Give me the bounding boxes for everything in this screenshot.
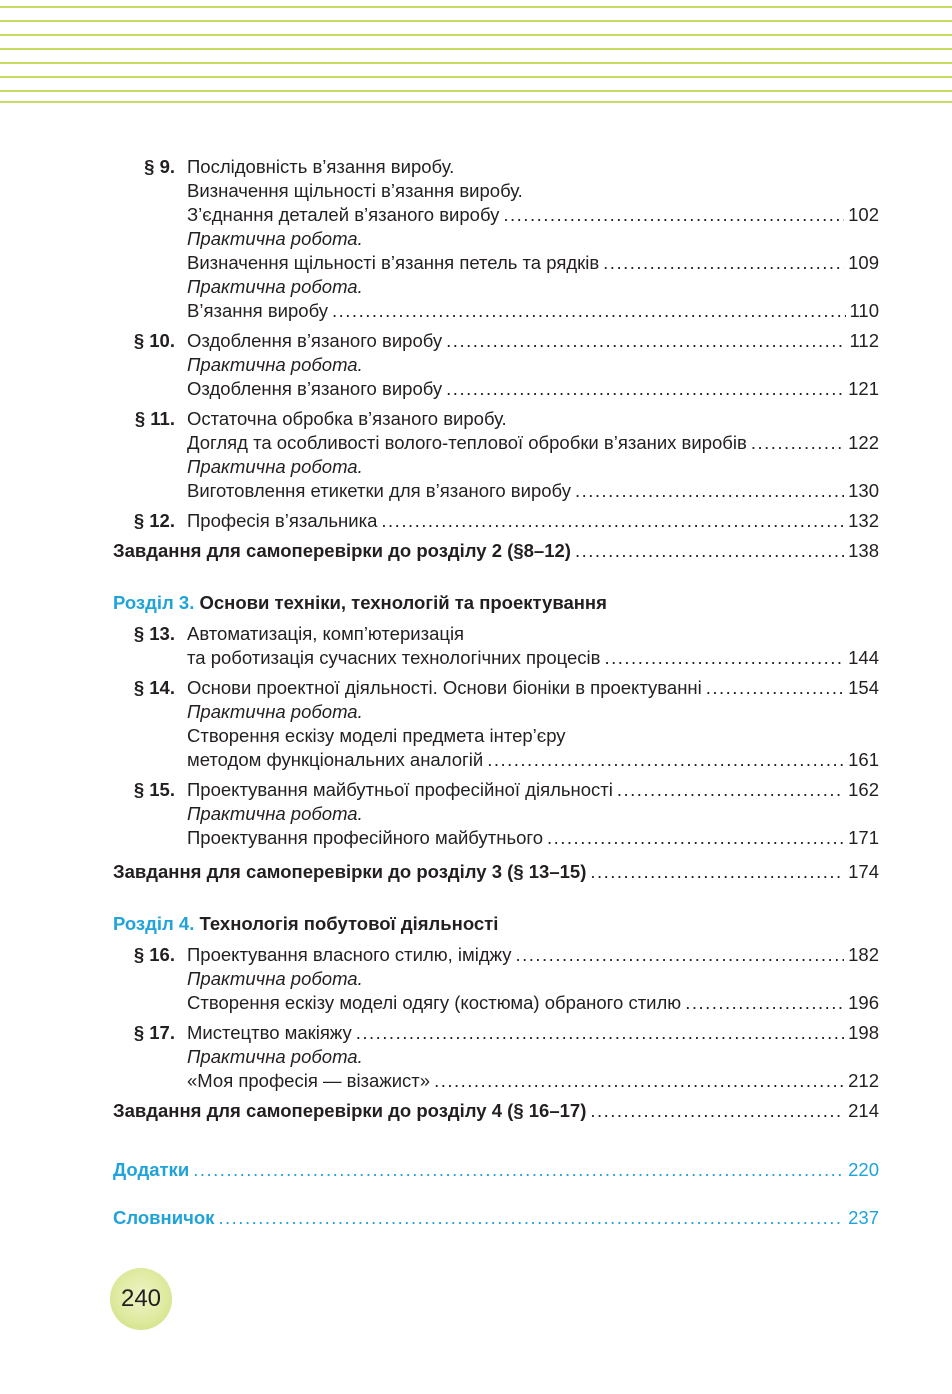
header-stripes xyxy=(0,0,952,105)
section-label: Розділ 4. xyxy=(113,913,195,934)
toc-entry xyxy=(113,509,879,533)
page-ref: 102 xyxy=(848,204,879,225)
section-4-heading xyxy=(113,912,879,936)
leader-dots xyxy=(356,1021,844,1045)
page-number: 240 xyxy=(120,1285,162,1312)
toc-line-link[interactable] xyxy=(187,676,879,700)
toc-entry xyxy=(113,407,879,503)
toc-line-link[interactable] xyxy=(187,991,879,1015)
page-ref: 182 xyxy=(848,944,879,965)
leader-dots xyxy=(590,1099,844,1123)
line-text: Професія в’язальника xyxy=(187,510,378,531)
paragraph-number: § 14. xyxy=(133,677,175,698)
stripe-line xyxy=(0,6,952,8)
section-title: Технологія побутової діяльності xyxy=(199,913,499,934)
toc-group-section-2 xyxy=(113,155,879,533)
summary-text: Завдання для самоперевірки до розділу 3 (§ 13–15) xyxy=(113,861,587,882)
page-ref: 130 xyxy=(848,480,879,501)
leader-dots xyxy=(218,1206,844,1230)
line-text: Остаточна обробка в’язаного виробу. xyxy=(187,408,507,429)
leader-dots xyxy=(515,943,844,967)
section-label: Розділ 3. xyxy=(113,592,195,613)
glossary-link[interactable] xyxy=(113,1206,879,1230)
leader-dots xyxy=(605,646,845,670)
toc-line-link[interactable] xyxy=(187,646,879,670)
paragraph-number: § 13. xyxy=(133,623,175,644)
toc-entry xyxy=(113,676,879,772)
toc-line-link[interactable] xyxy=(187,509,879,533)
leader-dots xyxy=(751,431,844,455)
leader-dots xyxy=(446,377,844,401)
entry-body xyxy=(187,676,879,772)
paragraph-number: § 11. xyxy=(134,408,175,429)
line-text: Оздоблення в’язаного виробу xyxy=(187,330,443,351)
leader-dots xyxy=(603,251,844,275)
line-text: Створення ескізу моделі одягу (костюма) обраного стилю xyxy=(187,992,682,1013)
toc-group-section-4 xyxy=(113,943,879,1093)
stripe-line xyxy=(0,20,952,22)
section-title: Основи техніки, технологій та проектування xyxy=(199,592,607,613)
page-ref: 198 xyxy=(848,1022,879,1043)
leader-dots xyxy=(575,479,844,503)
summary-text: Завдання для самоперевірки до розділу 2 (§8–12) xyxy=(113,540,571,561)
practical-work-label: Практична робота. xyxy=(187,968,363,989)
page-ref: 214 xyxy=(848,1100,879,1121)
paragraph-number: § 9. xyxy=(144,156,175,177)
line-text: Проектування власного стилю, іміджу xyxy=(187,944,512,965)
toc-line-link[interactable] xyxy=(187,778,879,802)
practical-work-label: Практична робота. xyxy=(187,701,363,722)
leader-dots xyxy=(706,676,844,700)
table-of-contents xyxy=(113,155,879,1230)
leader-dots xyxy=(547,826,844,850)
summary-section-3[interactable] xyxy=(113,860,879,884)
entry-body xyxy=(187,509,879,533)
page-ref: 196 xyxy=(848,992,879,1013)
line-text: Створення ескізу моделі предмета інтер’єру xyxy=(187,725,566,746)
leader-dots xyxy=(193,1158,844,1182)
toc-entry xyxy=(113,778,879,850)
entry-body xyxy=(187,407,879,503)
toc-entry xyxy=(113,1021,879,1093)
page-ref: 121 xyxy=(848,378,879,399)
leader-dots xyxy=(434,1069,844,1093)
toc-line-link[interactable] xyxy=(187,299,879,323)
toc-entry xyxy=(113,622,879,670)
page-ref: 144 xyxy=(848,647,879,668)
toc-line-link[interactable] xyxy=(187,329,879,353)
toc-entry xyxy=(113,329,879,401)
page-ref: 138 xyxy=(848,540,879,561)
section-3-heading xyxy=(113,591,879,615)
line-text: Основи проектної діяльності. Основи біоніки в проектуванні xyxy=(187,677,702,698)
practical-work-label: Практична робота. xyxy=(187,1046,363,1067)
page-ref: 174 xyxy=(848,861,879,882)
page-ref: 110 xyxy=(849,300,879,321)
stripe-line xyxy=(0,76,952,78)
page-ref: 237 xyxy=(848,1207,879,1228)
leader-dots xyxy=(381,509,844,533)
page-ref: 122 xyxy=(848,432,879,453)
toc-line-link[interactable] xyxy=(187,377,879,401)
entry-body xyxy=(187,778,879,850)
toc-line-link[interactable] xyxy=(187,826,879,850)
summary-section-4[interactable] xyxy=(113,1099,879,1123)
line-text: «Моя професія — візажист» xyxy=(187,1070,431,1091)
leader-dots xyxy=(487,748,844,772)
page-ref: 154 xyxy=(848,677,879,698)
stripe-line xyxy=(0,90,952,92)
practical-work-label: Практична робота. xyxy=(187,228,363,249)
toc-group-section-3 xyxy=(113,622,879,850)
page-number-badge xyxy=(110,1268,172,1330)
line-text: Проектування професійного майбутнього xyxy=(187,827,543,848)
entry-body xyxy=(187,943,879,1015)
entry-body xyxy=(187,622,879,670)
stripe-line xyxy=(0,101,952,103)
page-ref: 112 xyxy=(849,330,879,351)
line-text: В’язання виробу xyxy=(187,300,329,321)
leader-dots xyxy=(685,991,844,1015)
line-text: та роботизація сучасних технологічних процесів xyxy=(187,647,601,668)
toc-line-link[interactable] xyxy=(187,203,879,227)
toc-entry xyxy=(113,943,879,1015)
practical-work-label: Практична робота. xyxy=(187,276,363,297)
leader-dots xyxy=(617,778,844,802)
practical-work-label: Практична робота. xyxy=(187,456,363,477)
summary-text: Завдання для самоперевірки до розділу 4 (§ 16–17) xyxy=(113,1100,587,1121)
toc-line-link[interactable] xyxy=(187,479,879,503)
paragraph-number: § 12. xyxy=(133,510,175,531)
page-ref: 162 xyxy=(848,779,879,800)
leader-dots xyxy=(332,299,845,323)
line-text: Догляд та особливості волого-теплової обробки в’язаних виробів xyxy=(187,432,747,453)
entry-body xyxy=(187,329,879,401)
leader-dots xyxy=(446,329,845,353)
line-text: Оздоблення в’язаного виробу xyxy=(187,378,443,399)
appendix-link[interactable] xyxy=(113,1158,879,1182)
summary-section-2[interactable] xyxy=(113,539,879,563)
line-text: Проектування майбутньої професійної діяльності xyxy=(187,779,613,800)
page-ref: 132 xyxy=(848,510,879,531)
toc-line-link[interactable] xyxy=(187,1069,879,1093)
page-ref: 161 xyxy=(848,749,879,770)
line-text: Визначення щільності в’язання петель та рядків xyxy=(187,252,600,273)
paragraph-number: § 10. xyxy=(133,330,175,351)
line-text: методом функціональних аналогій xyxy=(187,749,484,770)
stripe-line xyxy=(0,62,952,64)
line-text: Виготовлення етикетки для в’язаного виробу xyxy=(187,480,571,501)
stripe-line xyxy=(0,34,952,36)
line-text: Мистецтво макіяжу xyxy=(187,1022,352,1043)
page-ref: 171 xyxy=(848,827,879,848)
entry-body xyxy=(187,1021,879,1093)
line-text: Автоматизація, комп’ютеризація xyxy=(187,623,465,644)
toc-entry xyxy=(113,155,879,323)
stripe-line xyxy=(0,48,952,50)
paragraph-number: § 17. xyxy=(133,1022,175,1043)
toc-line-link[interactable] xyxy=(187,251,879,275)
toc-line-link[interactable] xyxy=(187,943,879,967)
leader-dots xyxy=(575,539,844,563)
toc-line-link[interactable] xyxy=(187,748,879,772)
paragraph-number: § 16. xyxy=(133,944,175,965)
toc-line-link[interactable] xyxy=(187,1021,879,1045)
toc-line-link[interactable] xyxy=(187,431,879,455)
leader-dots xyxy=(590,860,844,884)
practical-work-label: Практична робота. xyxy=(187,803,363,824)
page-ref: 109 xyxy=(848,252,879,273)
line-text: Визначення щільності в’язання виробу. xyxy=(187,180,523,201)
line-text: З’єднання деталей в’язаного виробу xyxy=(187,204,500,225)
entry-body xyxy=(187,155,879,323)
page-ref: 212 xyxy=(848,1070,879,1091)
practical-work-label: Практична робота. xyxy=(187,354,363,375)
line-text: Послідовність в’язання виробу. xyxy=(187,156,455,177)
paragraph-number: § 15. xyxy=(133,779,175,800)
appendix-text: Додатки xyxy=(113,1159,190,1180)
page-ref: 220 xyxy=(848,1159,879,1180)
glossary-text: Словничок xyxy=(113,1207,215,1228)
leader-dots xyxy=(503,203,844,227)
